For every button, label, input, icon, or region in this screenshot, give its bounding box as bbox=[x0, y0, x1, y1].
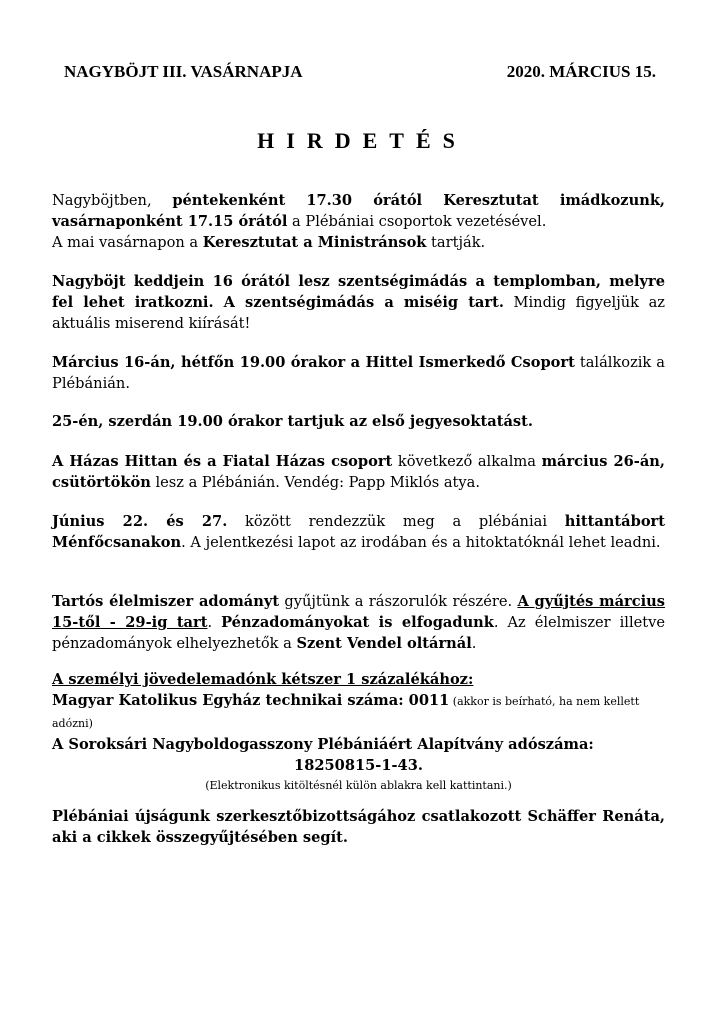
text: lesz a Plébánián. Vendég: Papp Miklós atya. bbox=[150, 474, 481, 491]
paragraph-married-couples bbox=[52, 451, 665, 493]
underlined-bold-text: A gyűjtés március 15-től - 29-ig tart bbox=[52, 593, 665, 631]
bold-text: Keresztutat a Ministránsok bbox=[202, 234, 427, 251]
bold-text: 25-én, szerdán 19.00 órakor tartjuk az első jegyesoktatást. bbox=[52, 413, 533, 430]
bold-text: Szent Vendel oltárnál bbox=[296, 635, 472, 652]
bold-text: Pénzadományokat is elfogadunk bbox=[221, 614, 494, 631]
bold-text: péntekenként 17.30 órától Keresztutat imádkozunk, vasárnaponként 17.15 órától bbox=[52, 192, 666, 230]
tax-line-foundation: A Soroksári Nagyboldogasszony Plébániáért Alapítvány adószáma: bbox=[52, 736, 594, 753]
text: találkozik a Plébánián. bbox=[52, 354, 665, 392]
paragraph-stations-of-cross bbox=[52, 190, 665, 253]
header bbox=[64, 62, 660, 84]
page-title: HIRDETÉS bbox=[257, 128, 467, 153]
text: következő alkalma bbox=[392, 453, 542, 470]
header-date: 2020. MÁRCIUS 15. bbox=[506, 62, 656, 81]
text: között rendezzük meg a plébániai bbox=[227, 513, 565, 530]
bold-text: A Házas Hittan és a Fiatal Házas csoport bbox=[52, 453, 393, 470]
tax-line-church-note: (akkor is beírható, ha nem kellett adózni) bbox=[52, 695, 640, 730]
text: gyűjtünk a rászorulók részére. bbox=[279, 593, 518, 610]
bold-text: Nagyböjt keddjein 16 órától lesz szentségimádás a templomban, melyre fel lehet iratkozni. A szentségimádás a miséig tart. bbox=[52, 273, 665, 311]
text: . A jelentkezési lapot az irodában és a hitoktatóknál lehet leadni. bbox=[181, 534, 661, 551]
text: . bbox=[207, 614, 222, 631]
text: Nagyböjtben, bbox=[52, 192, 173, 209]
text: a Plébániai csoportok vezetésével. bbox=[287, 213, 547, 230]
bold-text: Március 16-án, hétfőn 19.00 órakor a Hittel Ismerkedő Csoport bbox=[52, 354, 575, 371]
header-liturgical-day: NAGYBÖJT III. VASÁRNAPJA bbox=[64, 62, 303, 81]
bold-text: Tartós élelmiszer adományt bbox=[52, 593, 280, 610]
tax-number: 18250815-1-43. bbox=[294, 757, 423, 774]
text: A mai vasárnapon a bbox=[52, 234, 203, 251]
paragraph-faith-group bbox=[52, 352, 665, 394]
text: . bbox=[471, 635, 477, 652]
bold-text: hittantábort Ménfőcsanakon bbox=[52, 513, 665, 551]
tax-line-church: Magyar Katolikus Egyház technikai száma: 0011 bbox=[52, 692, 450, 709]
tax-section bbox=[52, 669, 665, 796]
bold-text: Plébániai újságunk szerkesztőbizottságához csatlakozott Schäffer Renáta, aki a cikkek összegyűjtésében segít. bbox=[52, 808, 665, 846]
text: Mindig figyeljük az aktuális miserend kiírását! bbox=[52, 294, 665, 332]
tax-note: (Elektronikus kitöltésnél külön ablakra kell kattintani.) bbox=[205, 779, 512, 792]
bold-text: március 26-án, csütörtökön bbox=[52, 453, 665, 491]
bold-text: Június 22. és 27. bbox=[52, 513, 228, 530]
text: tartják. bbox=[426, 234, 486, 251]
paragraph-food-donation bbox=[52, 591, 665, 654]
tax-heading: A személyi jövedelemadónk kétszer 1 százalékához: bbox=[52, 671, 474, 688]
paragraph-engagement-class bbox=[52, 411, 665, 432]
paragraph-adoration bbox=[52, 271, 665, 334]
text: . Az élelmiszer illetve pénzadományok elhelyezhetők a bbox=[52, 614, 665, 652]
paragraph-camp bbox=[52, 511, 665, 553]
paragraph-editorial bbox=[52, 806, 665, 848]
